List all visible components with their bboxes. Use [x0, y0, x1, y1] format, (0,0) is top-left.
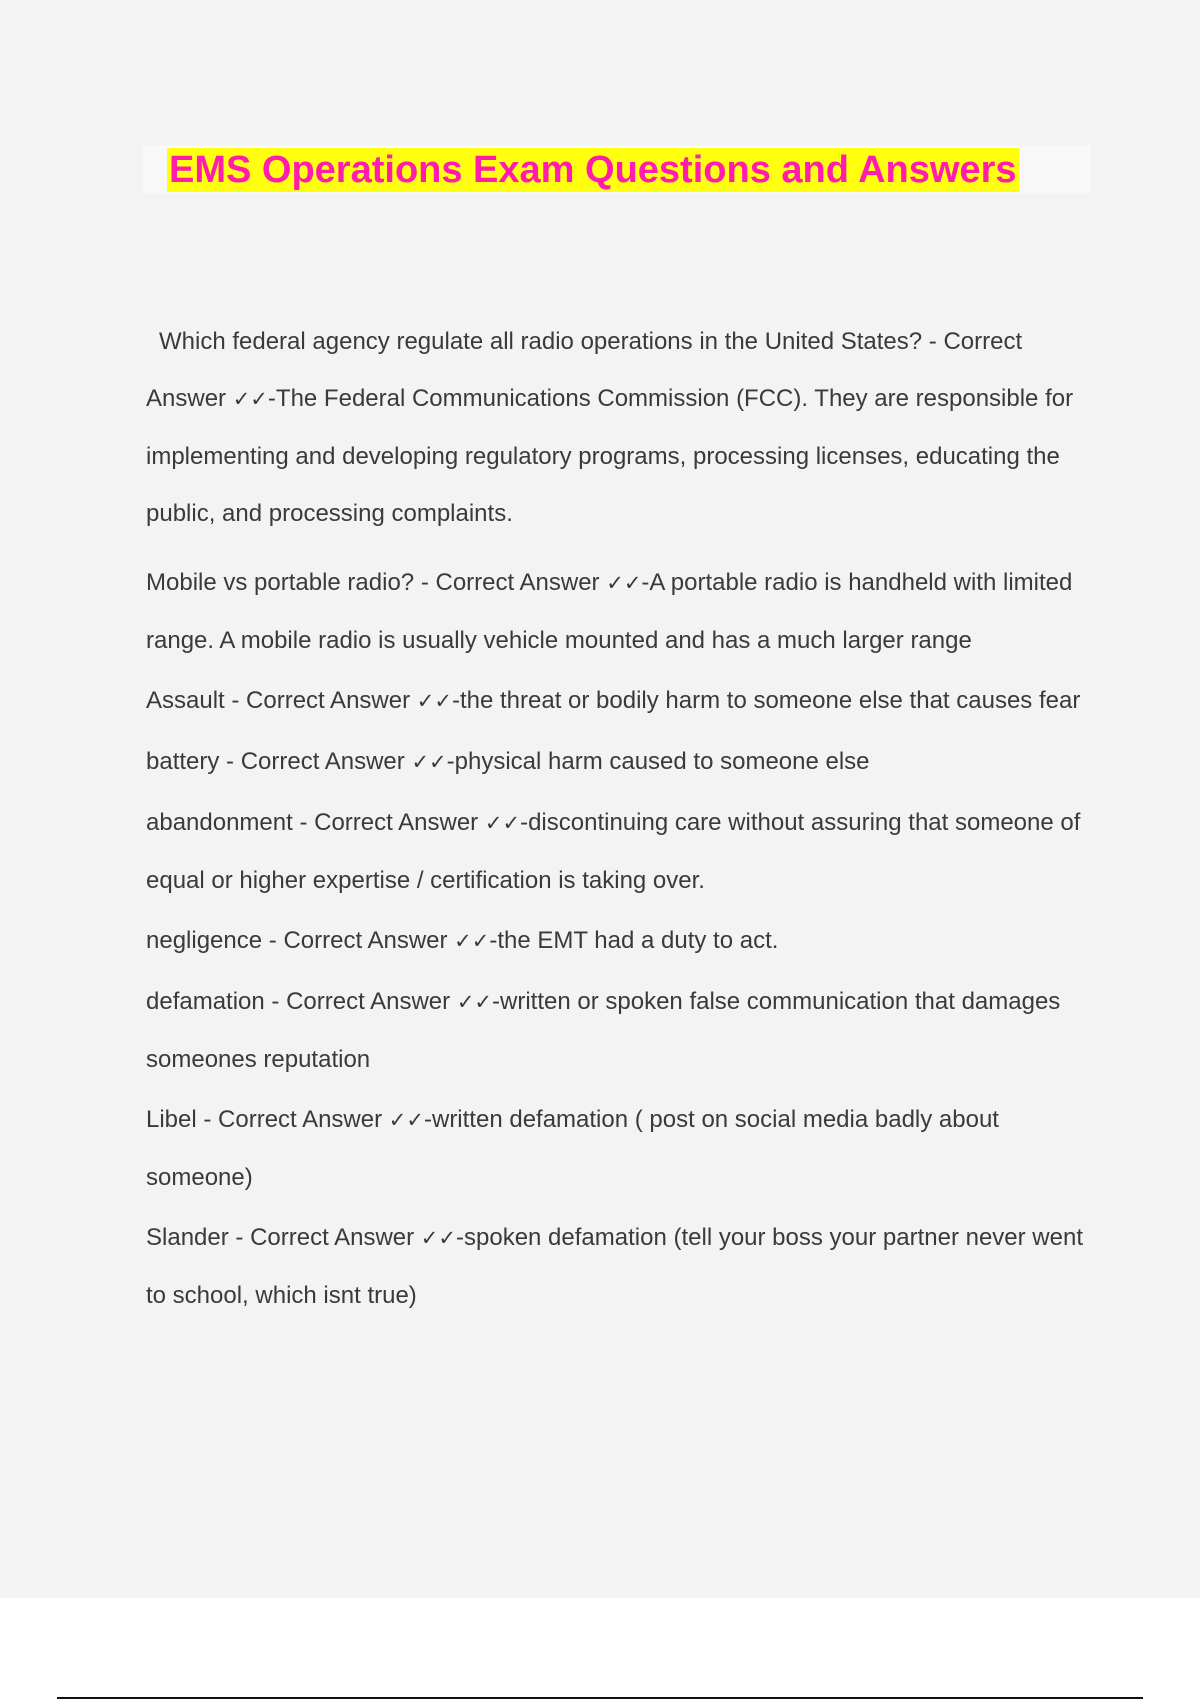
qa-item: Assault - Correct Answer ✓✓-the threat or bodily harm to someone else that causes fear — [146, 687, 1081, 714]
answer-label: Correct Answer — [435, 569, 600, 596]
qa-item: negligence - Correct Answer ✓✓-the EMT had a duty to act. — [146, 927, 779, 954]
answer-label: Correct Answer — [314, 809, 479, 836]
check-mark-icon: ✓✓ — [484, 811, 521, 835]
qa-item: battery - Correct Answer ✓✓-physical harm caused to someone else — [146, 748, 870, 775]
answer-label: Correct Answer — [246, 687, 411, 714]
qa-item: abandonment - Correct Answer ✓✓-discontinuing care without assuring that someone of equal or higher expertise / certification is taking over. — [146, 809, 1081, 894]
answer-label: Correct Answer — [283, 927, 448, 954]
question-text: Mobile vs portable radio? — [146, 569, 415, 596]
page-divider — [57, 1697, 1143, 1699]
question-text: negligence — [146, 927, 263, 954]
question-text: Libel — [146, 1106, 197, 1133]
answer-text: the threat or bodily harm to someone else that causes fear — [459, 687, 1081, 714]
question-text: Assault — [146, 687, 225, 714]
check-mark-icon: ✓✓ — [454, 929, 490, 953]
qa-list — [146, 313, 1096, 1324]
answer-text: The Federal Communications Commission (FCC). They are responsible for implementing and developing regulatory programs, processing licenses, educating the public, and processing complaints. — [146, 385, 1074, 527]
qa-item: Libel - Correct Answer ✓✓-written defamation ( post on social media badly about someone) — [146, 1106, 999, 1191]
question-text: defamation — [146, 988, 265, 1015]
answer-label: Correct Answer — [218, 1106, 383, 1133]
qa-item: defamation - Correct Answer ✓✓-written or spoken false communication that damages someones reputation — [146, 988, 1061, 1073]
qa-item: Mobile vs portable radio? - Correct Answer ✓✓-A portable radio is handheld with limited range. A mobile radio is usually vehicle mounted and has a much larger range — [146, 569, 1073, 654]
answer-text: discontinuing care without assuring that someone of equal or higher expertise / certification is taking over. — [146, 809, 1081, 894]
answer-text: physical harm caused to someone else — [454, 748, 870, 775]
answer-label: Correct Answer — [286, 988, 451, 1015]
answer-text: A portable radio is handheld with limited range. A mobile radio is usually vehicle mounted and has a much larger range — [146, 569, 1073, 654]
check-mark-icon: ✓✓ — [232, 387, 268, 411]
answer-text: the EMT had a duty to act. — [497, 927, 779, 954]
answer-label: Correct Answer — [250, 1224, 415, 1251]
check-mark-icon: ✓✓ — [606, 571, 642, 595]
question-text: battery — [146, 748, 220, 775]
answer-label: Correct Answer — [240, 748, 405, 775]
check-mark-icon: ✓✓ — [416, 689, 452, 713]
check-mark-icon: ✓✓ — [420, 1226, 456, 1250]
answer-label: Correct Answer — [146, 328, 1023, 412]
answer-text: spoken defamation (tell your boss your partner never went to school, which isnt true) — [146, 1224, 1083, 1309]
question-text: abandonment — [146, 809, 293, 836]
question-text: Which federal agency regulate all radio operations in the United States? — [159, 328, 923, 355]
qa-item: Which federal agency regulate all radio operations in the United States? - Correct Answer ✓✓-The Federal Communications Commission (FCC). They are responsible for implementing and developing regulatory programs, processing licenses, educating the public, and processing complaints. — [146, 328, 1074, 527]
check-mark-icon: ✓✓ — [388, 1108, 424, 1132]
document-title: EMS Operations Exam Questions and Answers — [169, 149, 1017, 191]
answer-text: written or spoken false communication that damages someones reputation — [146, 988, 1061, 1073]
check-mark-icon: ✓✓ — [411, 750, 447, 774]
question-text: Slander — [146, 1224, 229, 1251]
check-mark-icon: ✓✓ — [456, 990, 493, 1014]
answer-text: written defamation ( post on social media badly about someone) — [146, 1106, 999, 1191]
qa-item: Slander - Correct Answer ✓✓-spoken defamation (tell your boss your partner never went to school, which isnt true) — [146, 1224, 1083, 1309]
